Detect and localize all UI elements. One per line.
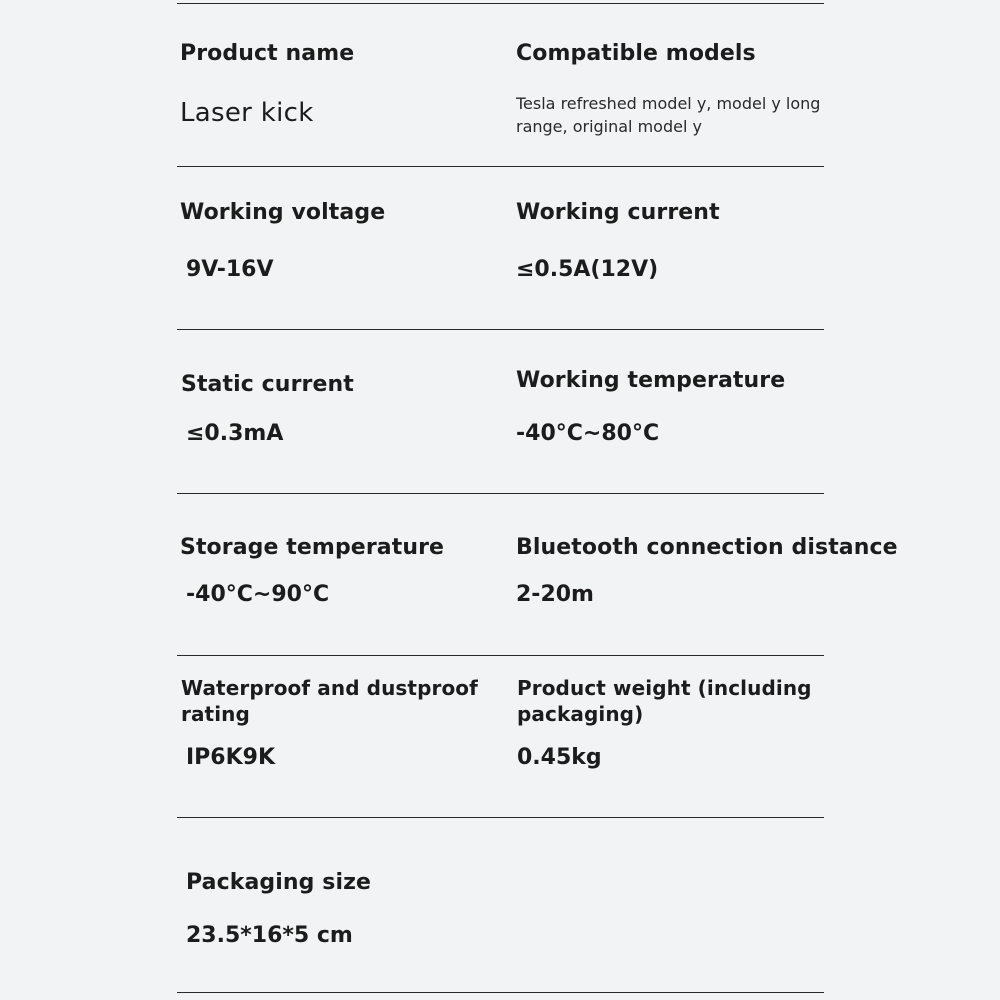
- product-weight-value: 0.45kg: [517, 745, 602, 770]
- working-temperature-label: Working temperature: [516, 368, 786, 393]
- product-name-label: Product name: [180, 41, 355, 66]
- product-name-value: Laser kick: [180, 98, 314, 128]
- storage-temperature-value: -40°C~90°C: [186, 582, 330, 607]
- product-weight-label: Product weight (including packaging): [517, 676, 812, 726]
- divider-row-4: [177, 655, 824, 656]
- working-temperature-value: -40°C~80°C: [516, 421, 660, 446]
- packaging-size-value: 23.5*16*5 cm: [186, 923, 353, 948]
- divider-row-5: [177, 817, 824, 818]
- divider-row-3: [177, 493, 824, 494]
- compatible-models-label: Compatible models: [516, 41, 756, 66]
- divider-top: [177, 3, 824, 4]
- static-current-value: ≤0.3mA: [186, 421, 284, 446]
- divider-row-2: [177, 329, 824, 330]
- working-voltage-value: 9V-16V: [186, 257, 274, 282]
- static-current-label: Static current: [181, 372, 354, 397]
- working-current-value: ≤0.5A(12V): [516, 257, 659, 282]
- waterproof-rating-value: IP6K9K: [186, 745, 276, 770]
- compatible-models-value: Tesla refreshed model y, model y long range, original model y: [516, 94, 821, 136]
- working-voltage-label: Working voltage: [180, 200, 386, 225]
- working-current-label: Working current: [516, 200, 720, 225]
- bluetooth-distance-label: Bluetooth connection distance: [516, 535, 898, 560]
- waterproof-rating-label: Waterproof and dustproof rating: [181, 676, 478, 726]
- divider-row-1: [177, 166, 824, 167]
- packaging-size-label: Packaging size: [186, 870, 372, 895]
- bluetooth-distance-value: 2-20m: [516, 582, 594, 607]
- storage-temperature-label: Storage temperature: [180, 535, 445, 560]
- divider-bottom: [177, 992, 824, 993]
